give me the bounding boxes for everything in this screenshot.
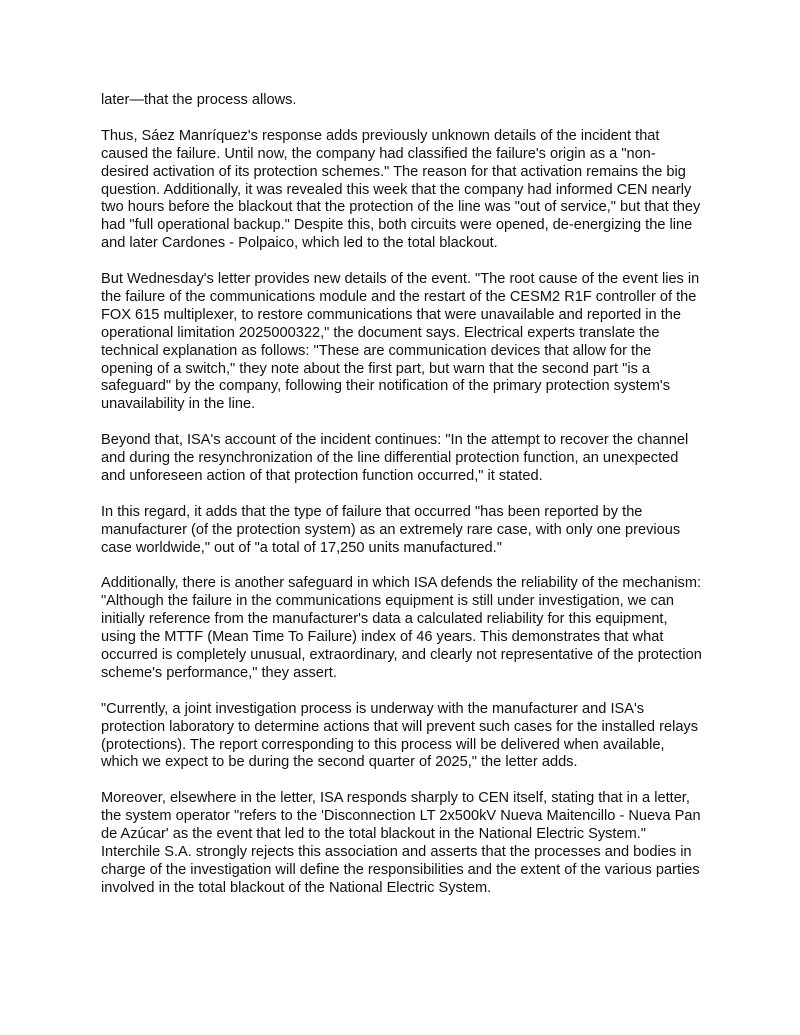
paragraph-wednesday-letter: But Wednesday's letter provides new details of the event. "The root cause of the event lies in the failure of the communications module and the restart of the CESM2 R1F controller of the FOX 615 multiplexer, to restore communications that were unavailable and reported in the operational limitation 2025000322," the document says. Electrical experts translate the technical explanation as follows: "These are communication devices that allow for the opening of a switch," they note about the first part, but warn that the second part "is a safeguard" by the company, following their notification of the primary protection system's unavailability in the line. bbox=[101, 271, 700, 413]
paragraph-isa-account: Beyond that, ISA's account of the incident continues: "In the attempt to recover the channel and during the resynchronization of the line differential protection function, an unexpected and unforeseen action of that protection function occurred," it stated. bbox=[101, 432, 689, 484]
document-page bbox=[101, 92, 703, 916]
paragraph-cen-response: Moreover, elsewhere in the letter, ISA responds sharply to CEN itself, stating that in a letter, the system operator "refers to the 'Disconnection LT 2x500kV Nueva Maitencillo - Nueva Pan de Azúcar' as the event that led to the total blackout in the National Electric System." Interchile S.A. strongly rejects this association and asserts that the processes and bodies in charge of the investigation will define the responsibilities and the extent of the various parties involved in the total blackout of the National Electric System. bbox=[101, 790, 701, 896]
paragraph-continuation: later—that the process allows. bbox=[101, 92, 297, 108]
paragraph-joint-investigation: "Currently, a joint investigation process is underway with the manufacturer and ISA's protection laboratory to determine actions that will prevent such cases for the installed relays (protections). The report corresponding to this process will be delivered when available, which we expect to be during the second quarter of 2025," the letter adds. bbox=[101, 700, 699, 771]
paragraph-manufacturer-report: In this regard, it adds that the type of failure that occurred "has been reported by the manufacturer (of the protection system) as an extremely rare case, with only one previous case worldwide," out of "a total of 17,250 units manufactured." bbox=[101, 503, 681, 556]
paragraph-reliability: Additionally, there is another safeguard in which ISA defends the reliability of the mechanism: "Although the failure in the communications equipment is still under investigation, we can initially reference from the manufacturer's data a calculated reliability for this equipment, using the MTTF (Mean Time To Failure) index of 46 years. This demonstrates that what occurred is completely unusual, extraordinary, and clearly not representative of the protection scheme's performance," they assert. bbox=[101, 575, 702, 681]
paragraph-saez-response: Thus, Sáez Manríquez's response adds previously unknown details of the incident that caused the failure. Until now, the company had classified the failure's origin as a "non-desired activation of its protection schemes." The reason for that activation remains the big question. Additionally, it was revealed this week that the company had informed CEN nearly two hours before the blackout that the protection of the line was "out of service," but that they had "full operational backup." Despite this, both circuits were opened, de-energizing the line and later Cardones - Polpaico, which led to the total blackout. bbox=[101, 127, 701, 252]
